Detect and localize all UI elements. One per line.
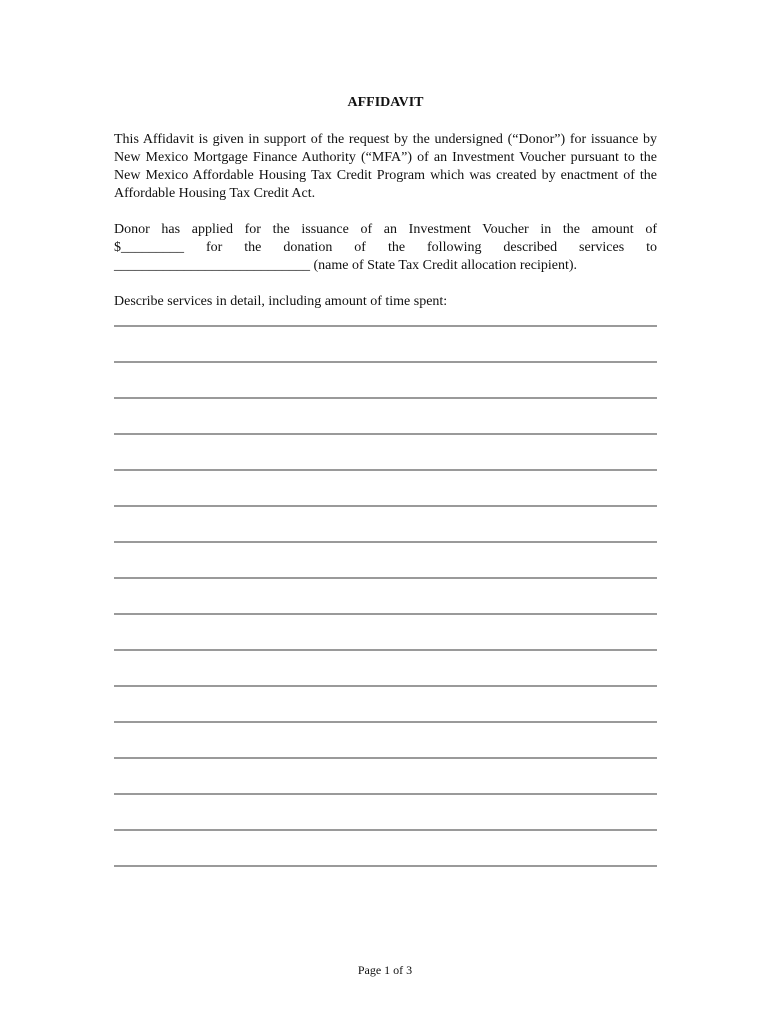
voucher-request-line-3: ____________________________ (name of State Tax Credit allocation recipient).: [114, 258, 577, 273]
blank-writing-line[interactable]: [114, 793, 657, 795]
affidavit-intro-paragraph: This Affidavit is given in support of the request by the undersigned (“Donor”) for issuance by New Mexico Mortgage Finance Authority (“MFA”) of an Investment Voucher pursuant to the New Mexico Affordable Housing Tax Credit Program which was created by enactment of the Affordable Housing Tax Credit Act.: [114, 132, 657, 201]
voucher-request-paragraph: [114, 221, 657, 275]
voucher-request-line-1: Donor has applied for the issuance of an Investment Voucher in the amount of: [114, 222, 657, 237]
blank-writing-line[interactable]: [114, 397, 657, 399]
blank-writing-line[interactable]: [114, 685, 657, 687]
blank-writing-line[interactable]: [114, 469, 657, 471]
blank-writing-line[interactable]: [114, 433, 657, 435]
blank-writing-line[interactable]: [114, 829, 657, 831]
voucher-request-line-2: $_________ for the donation of the following described services to: [114, 240, 657, 255]
blank-writing-line[interactable]: [114, 541, 657, 543]
blank-writing-line[interactable]: [114, 649, 657, 651]
page-number: Page 1 of 3: [357, 963, 413, 977]
document-title: AFFIDAVIT: [347, 95, 424, 110]
blank-writing-line[interactable]: [114, 325, 657, 327]
blank-writing-line[interactable]: [114, 721, 657, 723]
blank-writing-line[interactable]: [114, 613, 657, 615]
blank-writing-line[interactable]: [114, 361, 657, 363]
document-body: [114, 94, 657, 311]
blank-writing-line[interactable]: [114, 505, 657, 507]
blank-writing-line[interactable]: [114, 865, 657, 867]
services-description-lines: [114, 325, 657, 901]
blank-writing-line[interactable]: [114, 757, 657, 759]
describe-services-label: Describe services in detail, including amount of time spent:: [114, 294, 448, 309]
blank-writing-line[interactable]: [114, 577, 657, 579]
